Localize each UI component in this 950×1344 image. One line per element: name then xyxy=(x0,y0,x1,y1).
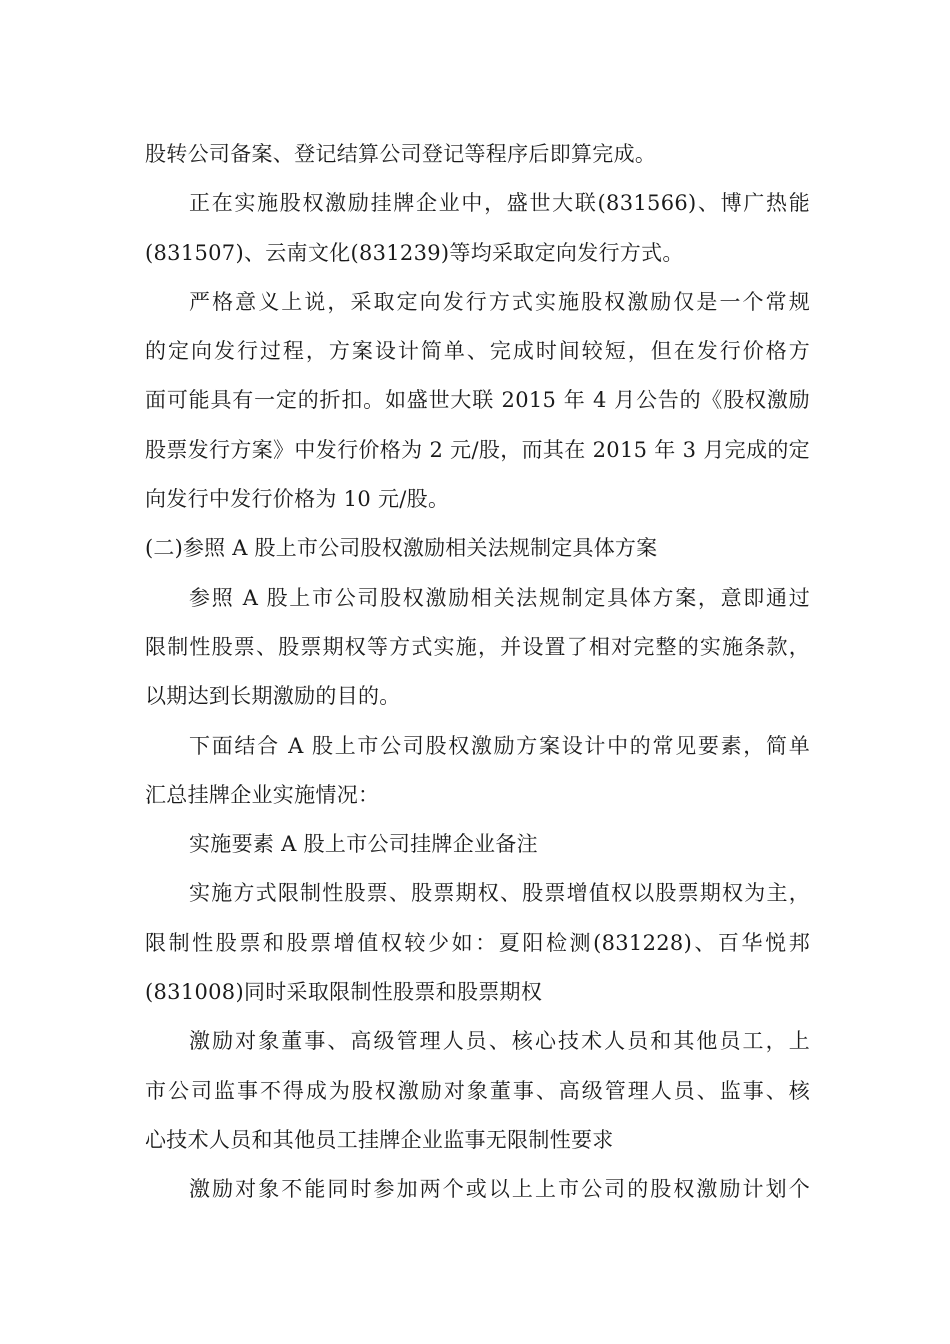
paragraph-line: 限制性股票和股票增值权较少如：夏阳检测(831228)、百华悦邦 xyxy=(145,930,810,955)
paragraph-line: 实施方式限制性股票、股票期权、股票增值权以股票期权为主， xyxy=(189,881,810,906)
paragraph-line: 以期达到长期激励的目的。 xyxy=(145,684,401,709)
paragraph-line: 股票发行方案》中发行价格为 2 元/股，而其在 2015 年 3 月完成的定 xyxy=(145,437,810,462)
paragraph-line: 激励对象不能同时参加两个或以上上市公司的股权激励计划个 xyxy=(189,1177,810,1202)
paragraph-line: 汇总挂牌企业实施情况： xyxy=(145,782,380,807)
paragraph-line: (831008)同时采取限制性股票和股票期权 xyxy=(145,980,543,1005)
paragraph-line: 心技术人员和其他员工挂牌企业监事无限制性要求 xyxy=(145,1127,614,1152)
section-heading: (二)参照 A 股上市公司股权激励相关法规制定具体方案 xyxy=(145,536,658,561)
paragraph-line: 激励对象董事、高级管理人员、核心技术人员和其他员工，上 xyxy=(189,1029,810,1054)
paragraph-line: 严格意义上说，采取定向发行方式实施股权激励仅是一个常规 xyxy=(189,289,810,314)
body-text xyxy=(145,130,810,1215)
paragraph-line: 的定向发行过程，方案设计简单、完成时间较短，但在发行价格方 xyxy=(145,339,810,364)
paragraph-line: 正在实施股权激励挂牌企业中，盛世大联(831566)、博广热能 xyxy=(189,191,810,216)
paragraph-line: 限制性股票、股票期权等方式实施，并设置了相对完整的实施条款， xyxy=(145,634,810,659)
paragraph-line: 实施要素 A 股上市公司挂牌企业备注 xyxy=(189,832,538,857)
paragraph-line: (831507)、云南文化(831239)等均采取定向发行方式。 xyxy=(145,240,684,265)
paragraph-line: 市公司监事不得成为股权激励对象董事、高级管理人员、监事、核 xyxy=(145,1078,810,1103)
paragraph-line: 面可能具有一定的折扣。如盛世大联 2015 年 4 月公告的《股权激励 xyxy=(145,388,810,413)
paragraph-line: 参照 A 股上市公司股权激励相关法规制定具体方案，意即通过 xyxy=(189,585,810,610)
paragraph-line: 股转公司备案、登记结算公司登记等程序后即算完成。 xyxy=(145,142,657,166)
paragraph-line: 向发行中发行价格为 10 元/股。 xyxy=(145,487,450,512)
paragraph-line: 下面结合 A 股上市公司股权激励方案设计中的常见要素，简单 xyxy=(189,733,810,758)
